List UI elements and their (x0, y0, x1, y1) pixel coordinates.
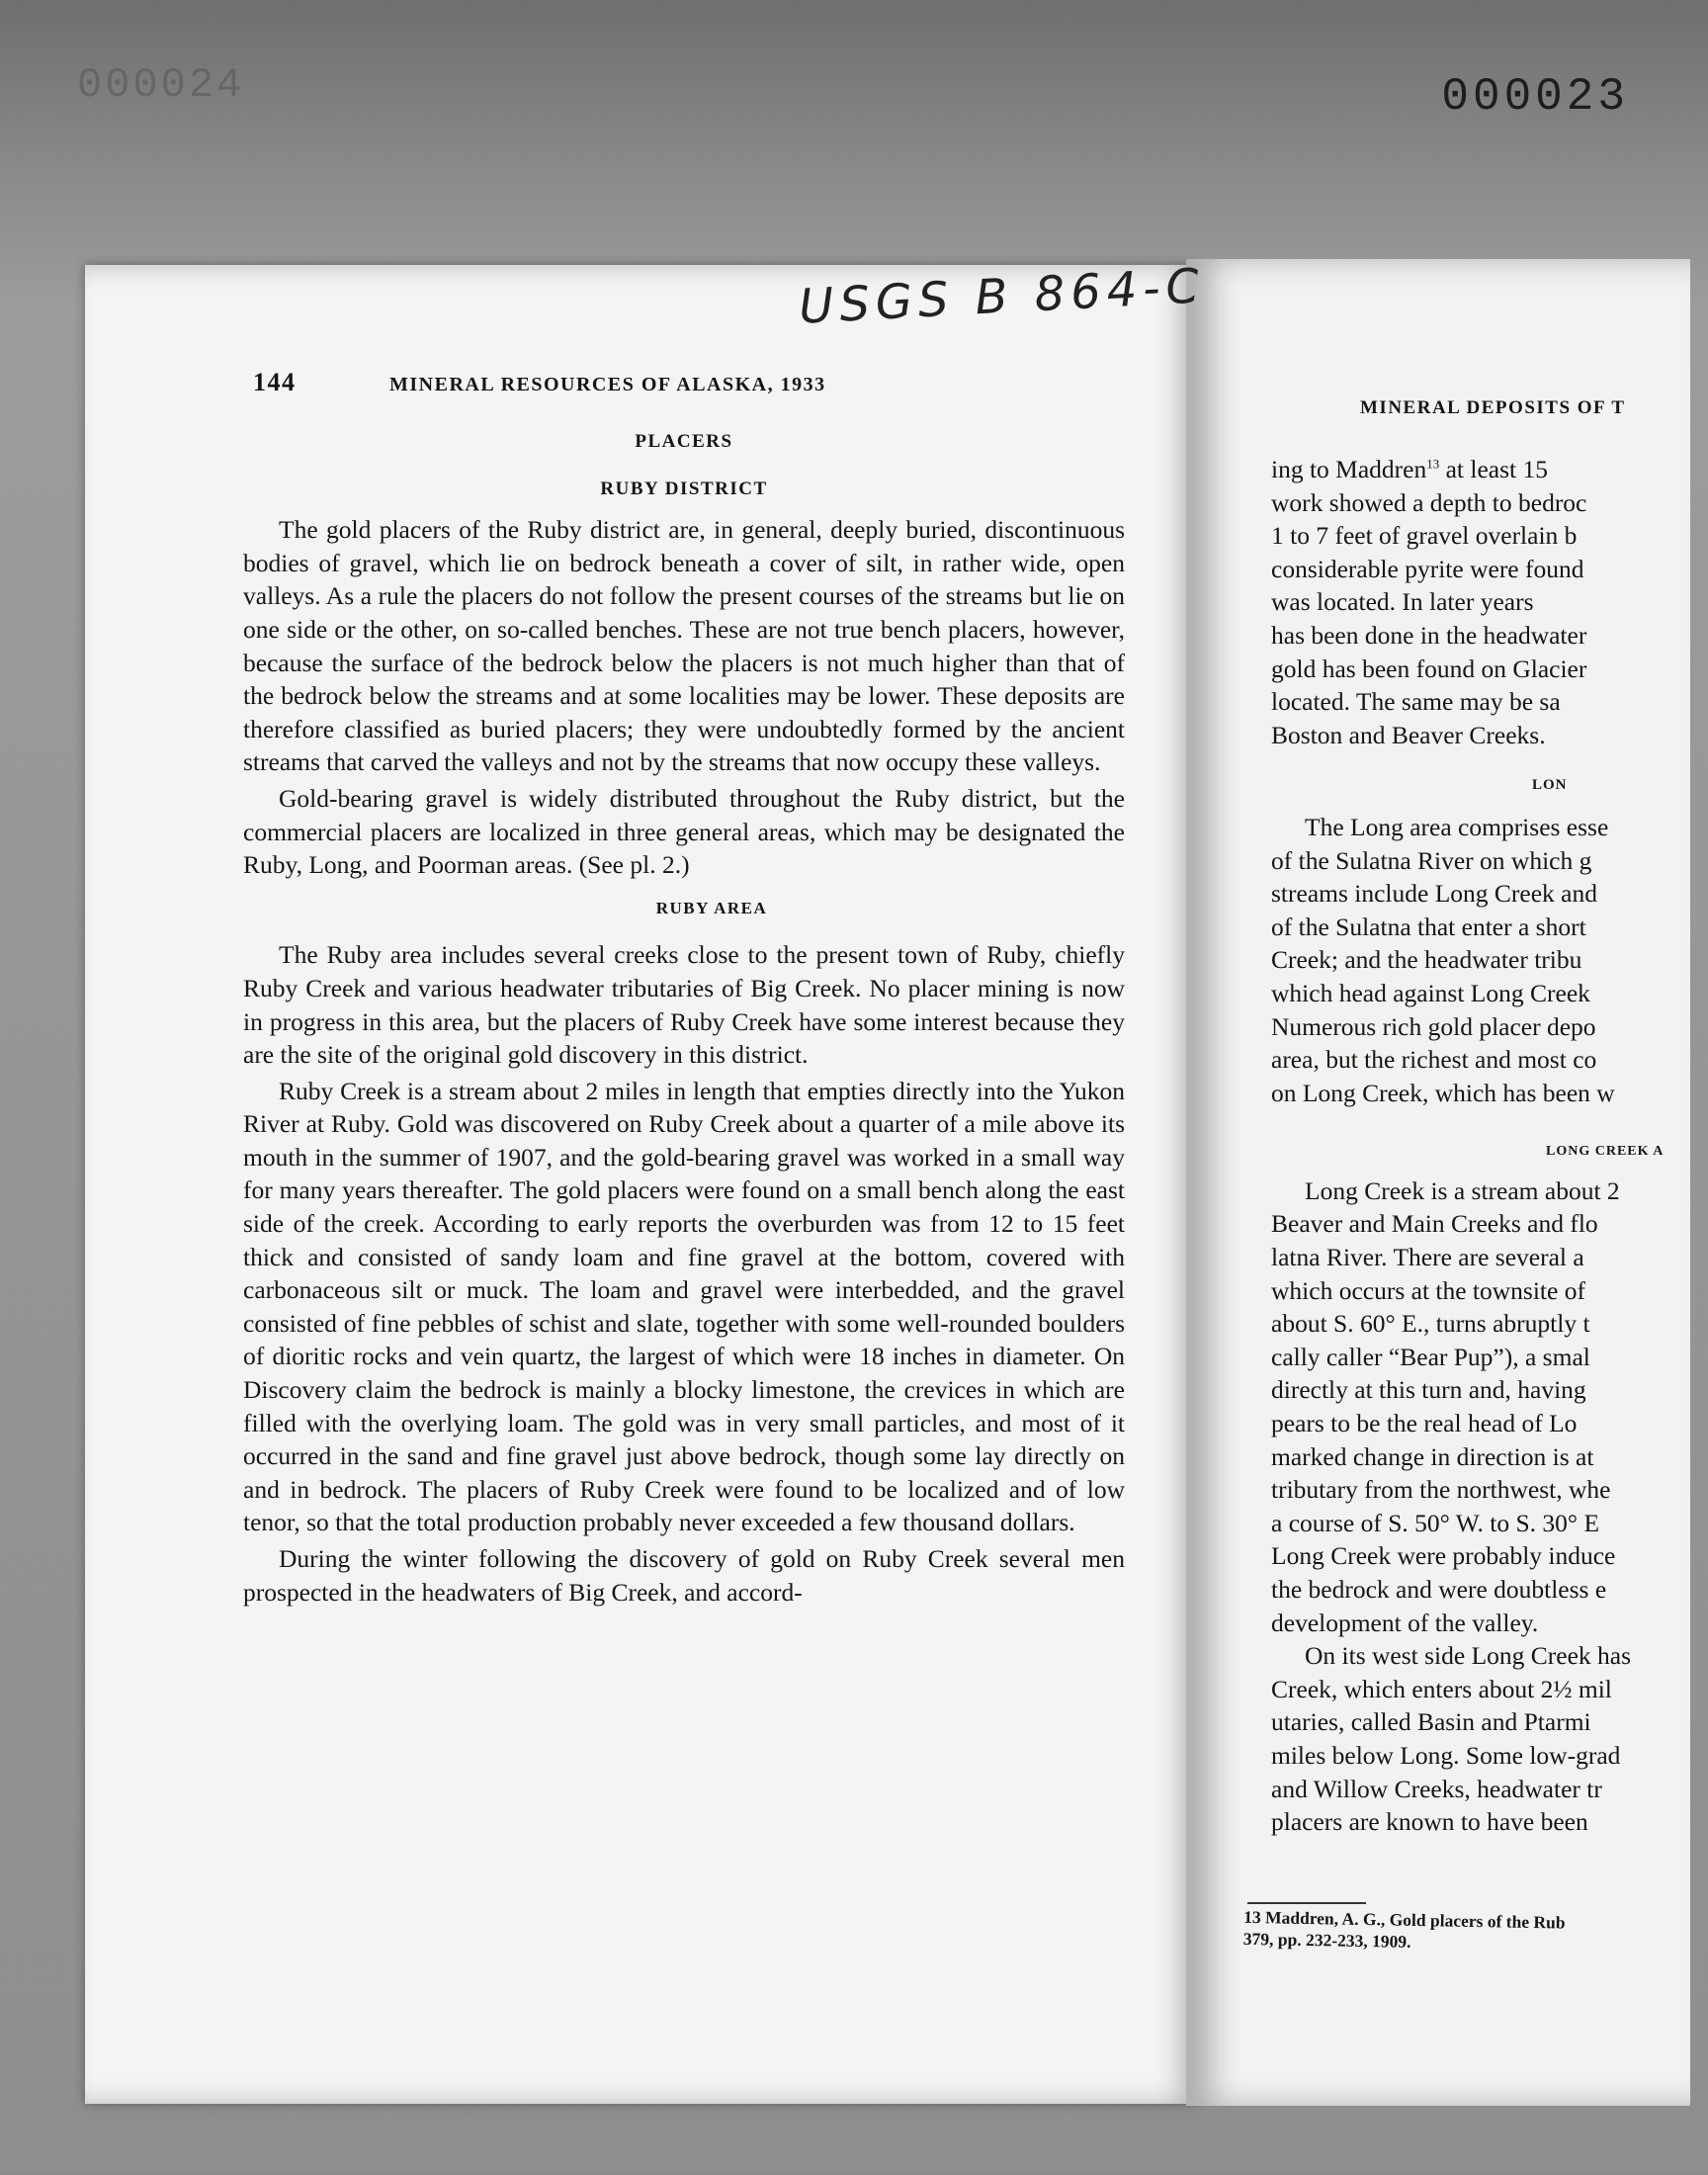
left-page-body (243, 425, 1125, 1611)
paragraph: The gold placers of the Ruby district are, in general, deeply buried, discontinuous bodies of gravel, which lie on bedrock beneath a cover of silt, in rather wide, open valleys. As a rule the placers do not follow the present courses of the streams but lie on one side or the other, on so-called benches. These are not true bench placers, however, because the surface of the bedrock below the placers is not much higher than that of the bedrock below the streams and at some localities may be lower. These deposits are therefore classified as buried placers; they were undoubtedly formed by the ancient streams that carved the valleys and not by the streams that now occupy these valleys. (243, 515, 1125, 777)
text-line: gold has been found on Glacier (1271, 653, 1587, 683)
text-line: of the Sulatna River on which g (1271, 845, 1592, 875)
text-line: Numerous rich gold placer depo (1271, 1011, 1596, 1041)
text-line: has been done in the headwater (1271, 620, 1587, 650)
text-line: considerable pyrite were found (1271, 554, 1584, 583)
handwritten-annotation: USGS B 864-C (797, 258, 1207, 335)
text-line: Long Creek were probably induce (1271, 1541, 1616, 1571)
text-line: which head against Long Creek (1271, 978, 1590, 1007)
text-line: On its west side Long Creek has (1305, 1641, 1632, 1671)
text-line: Creek, which enters about 2½ mil (1271, 1674, 1612, 1703)
text-line: area, but the richest and most co (1271, 1045, 1597, 1075)
text-line: a course of S. 50° W. to S. 30° E (1271, 1508, 1600, 1537)
text-line: Creek; and the headwater tribu (1271, 945, 1582, 975)
footnote (1243, 1906, 1708, 1958)
footnote-line: 13 Maddren, A. G., Gold placers of the Rub (1243, 1906, 1566, 1933)
paragraph: The Ruby area includes several creeks close to the present town of Ruby, chiefly Ruby Creek and various headwater tributaries of Big Creek. No placer mining is now in progress in this area, but the placers of Ruby Creek have some interest because they are the site of the original gold discovery in this district. (243, 940, 1125, 1070)
text-line: was located. In later years (1271, 587, 1534, 617)
text-line: marked change in direction is at (1271, 1441, 1594, 1471)
text-line: of the Sulatna that enter a short (1271, 912, 1586, 941)
ghost-scan-number: 000024 (77, 61, 245, 109)
text-line: Long Creek is a stream about 2 (1305, 1175, 1620, 1205)
subsection-heading: RUBY DISTRICT (600, 478, 768, 499)
right-running-title: MINERAL DEPOSITS OF T (1360, 397, 1626, 418)
text-line: pears to be the real head of Lo (1271, 1409, 1578, 1438)
text-line: latna River. There are several a (1271, 1243, 1584, 1272)
subsection-heading-long-creek: LONG CREEK A (1546, 1144, 1665, 1160)
text-line: Beaver and Main Creeks and flo (1271, 1209, 1598, 1239)
running-title: MINERAL RESOURCES OF ALASKA, 1933 (389, 374, 826, 395)
footnote-line: 379, pp. 232-233, 1909. (1242, 1928, 1411, 1952)
left-running-head (253, 368, 945, 397)
scan-number: 000023 (1441, 71, 1629, 123)
text-line: development of the valley. (1271, 1608, 1539, 1637)
text-line: 1 to 7 feet of gravel overlain b (1271, 521, 1578, 551)
section-heading-long-area: LON (1532, 777, 1568, 794)
text-line: on Long Creek, which has been w (1271, 1078, 1615, 1107)
text-line: Boston and Beaver Creeks. (1271, 720, 1546, 749)
text-line: directly at this turn and, having (1271, 1375, 1586, 1405)
text-line: The Long area comprises esse (1305, 812, 1609, 841)
text-line: placers are known to have been (1271, 1807, 1588, 1837)
text-line: work showed a depth to bedroc (1271, 487, 1587, 517)
paragraph: Gold-bearing gravel is widely distributed throughout the Ruby district, but the commercial placers are localized in three general areas, which may be designated the Ruby, Long, and Poorman areas. (See pl. 2.) (243, 783, 1125, 880)
text-line: miles below Long. Some low-grad (1271, 1740, 1621, 1770)
right-page-body (1271, 453, 1708, 1839)
page-number: 144 (253, 368, 297, 396)
text-line: streams include Long Creek and (1271, 879, 1597, 909)
area-heading: RUBY AREA (655, 898, 768, 917)
text-line: utaries, called Basin and Ptarmi (1271, 1707, 1591, 1737)
section-heading: PLACERS (635, 431, 733, 452)
text-line: about S. 60° E., turns abruptly t (1271, 1309, 1590, 1339)
text-line: which occurs at the townsite of (1271, 1275, 1585, 1305)
text-line: the bedrock and were doubtless e (1271, 1575, 1607, 1604)
text-line: and Willow Creeks, headwater tr (1271, 1774, 1602, 1803)
text-line: ing to Maddren$^{13}$ at least 15 (1271, 455, 1548, 483)
paragraph: During the winter following the discovery of gold on Ruby Creek several men prospected in the headwaters of Big Creek, and accord- (243, 1544, 1125, 1607)
footnote-rule (1247, 1902, 1366, 1904)
paragraph: Ruby Creek is a stream about 2 miles in length that empties directly into the Yukon River at Ruby. Gold was discovered on Ruby Creek about a quarter of a mile above its mouth in the summer of 1907, and the gold-bearing gravel was worked in a small way for many years thereafter. The gold placers were found on a small bench along the east side of the creek. According to early reports the overburden was from 12 to 15 feet thick and consisted of sandy loam and fine gravel at the bottom, covered with carbonaceous silt or muck. The loam and gravel were interbedded, and the gravel consisted of fine pebbles of schist and slate, together with some well-rounded boulders of dioritic rocks and vein quartz, the largest of which were 18 inches in diameter. On Discovery claim the bedrock is mainly a blocky limestone, the crevices in which are filled with the overlying loam. The gold was in very small particles, and most of it occurred in the sand and fine gravel just above bedrock, though some lay directly on and in bedrock. The placers of Ruby Creek were found to be localized and of low tenor, so that the total production probably never exceeded a few thousand dollars. (243, 1076, 1125, 1537)
text-line: cally caller “Bear Pup”), a smal (1271, 1342, 1590, 1371)
text-line: located. The same may be sa (1271, 687, 1561, 717)
text-line: tributary from the northwest, whe (1271, 1475, 1611, 1505)
